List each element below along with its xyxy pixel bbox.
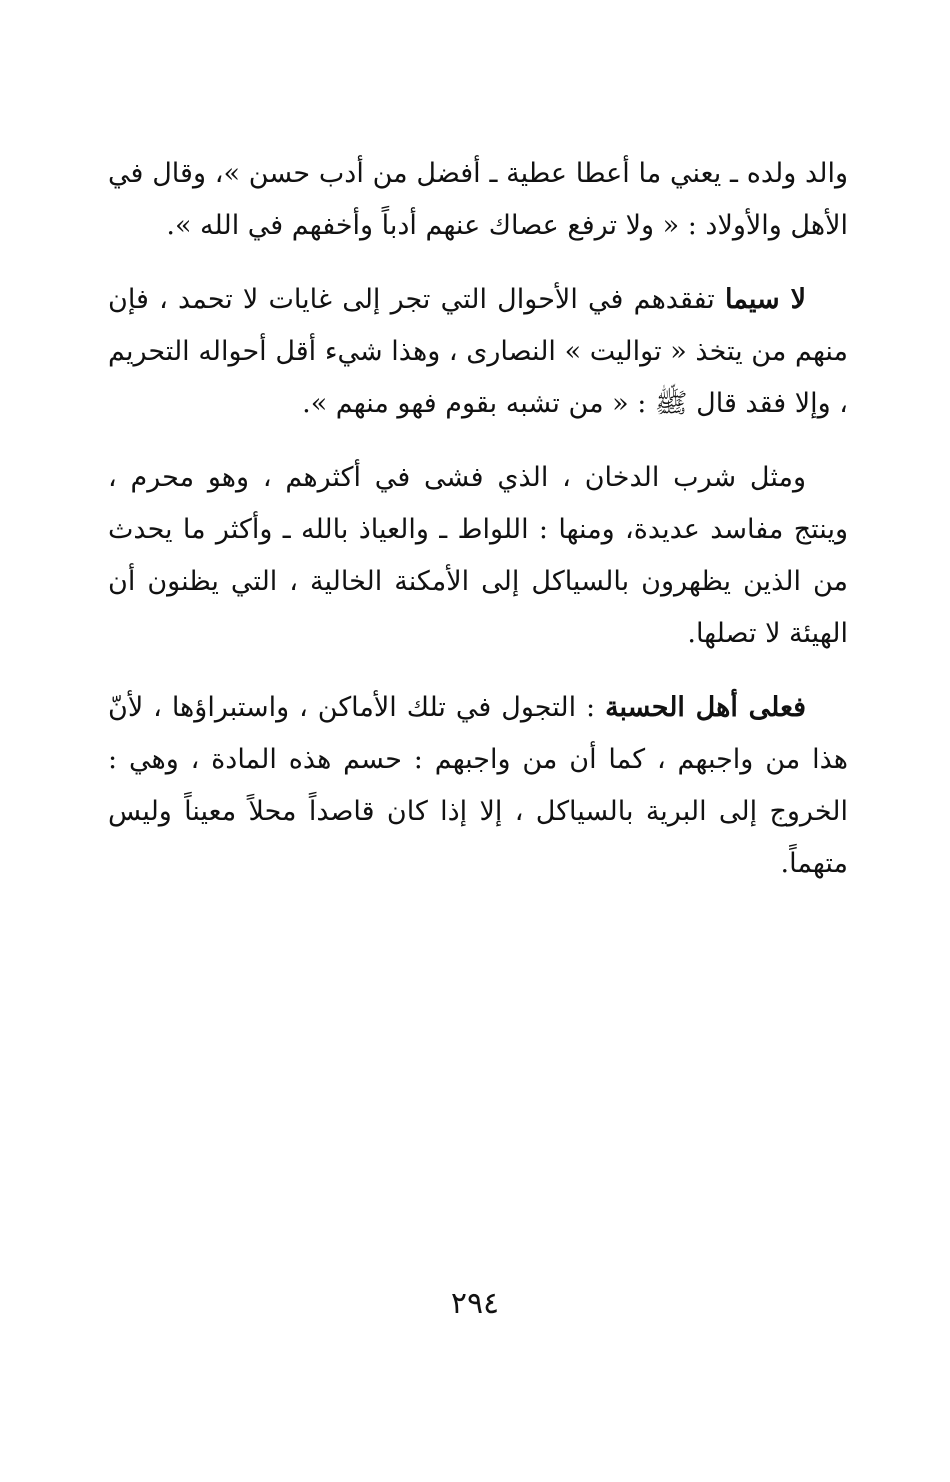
page-number: ٢٩٤ bbox=[450, 1286, 500, 1321]
paragraph-1-text: والد ولده ـ يعني ما أعطا عطية ـ أفضل من أدب حسن »، وقال في الأهل والأولاد : « ولا ترفع عصاك عنهم أدباً وأخفهم في الله ». bbox=[108, 158, 848, 241]
paragraph-2-text: تفقدهم في الأحوال التي تجر إلى غايات لا تحمد ، فإن منهم من يتخذ « تواليت » النصارى ، وهذا شيء أقل أحواله التحريم ، وإلا فقد قال ﷺ : « من تشبه بقوم فهو منهم ». bbox=[108, 284, 848, 419]
paragraph-3 bbox=[108, 452, 848, 660]
paragraph-4 bbox=[108, 682, 848, 890]
paragraph-4-lead: فعلى أهل الحسبة bbox=[605, 692, 807, 723]
paragraph-1 bbox=[108, 148, 848, 252]
page-body bbox=[108, 148, 848, 912]
paragraph-2-lead: لا سيما bbox=[725, 284, 806, 315]
paragraph-2 bbox=[108, 274, 848, 430]
paragraph-4-text: : التجول في تلك الأماكن ، واستبراؤها ، لأنّ هذا من واجبهم ، كما أن من واجبهم : حسم هذه المادة ، وهي : الخروج إلى البرية بالسياكل ، إلا إذا كان قاصداً محلاً معيناً وليس متهماً. bbox=[108, 692, 848, 879]
paragraph-3-text: ومثل شرب الدخان ، الذي فشى في أكثرهم ، وهو محرم ، وينتج مفاسد عديدة، ومنها : اللواط ـ والعياذ بالله ـ وأكثر ما يحدث من الذين يظهرون بالسياكل إلى الأمكنة الخالية ، التي يظنون أن الهيئة لا تصلها. bbox=[108, 462, 848, 649]
